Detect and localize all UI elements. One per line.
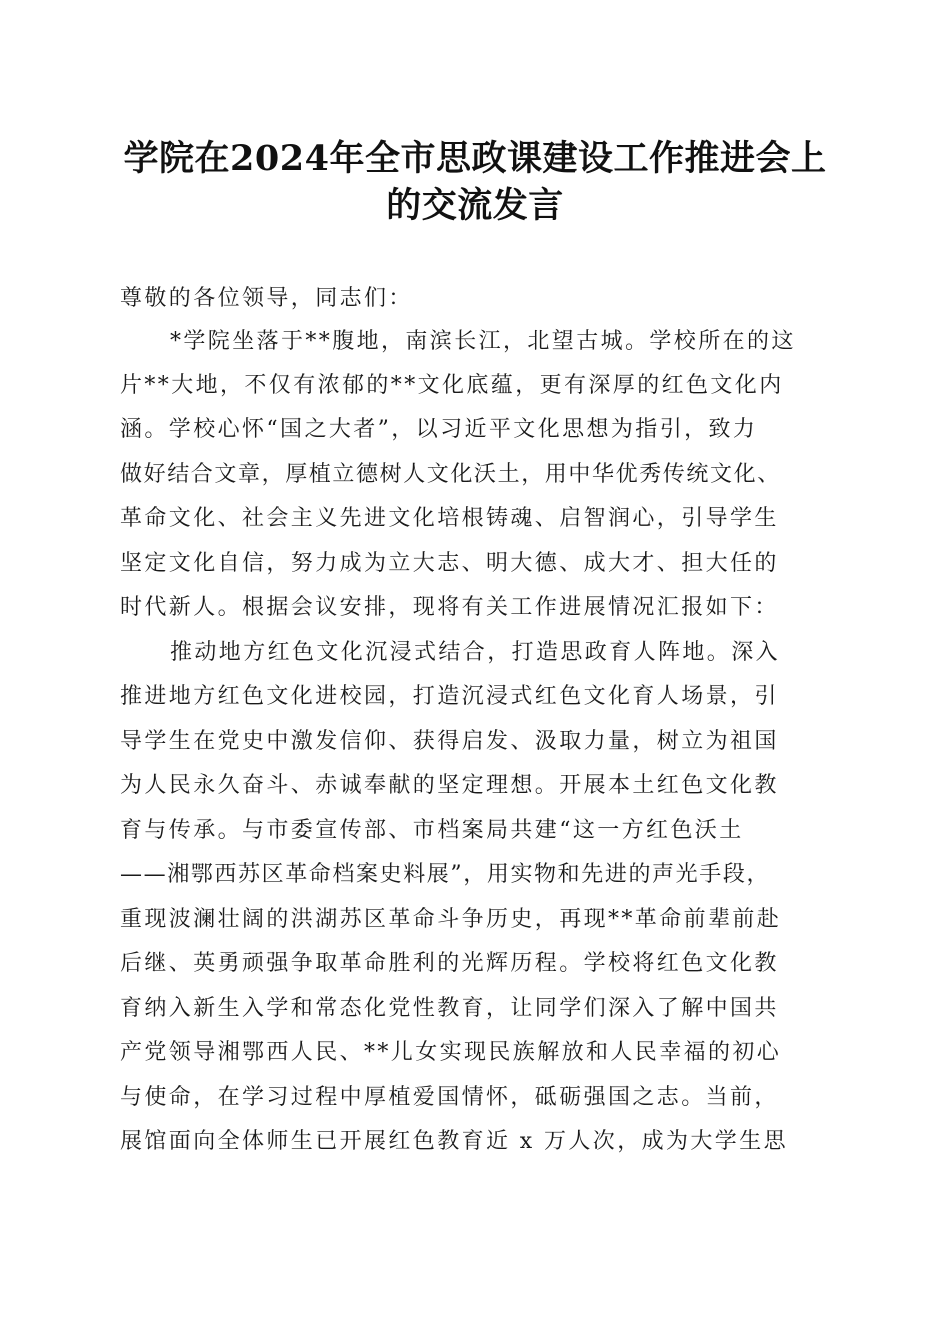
- paragraph-1-line: 做好结合文章，厚植立德树人文化沃土，用中华优秀传统文化、: [120, 462, 781, 487]
- paragraph-1-line: *学院坐落于**腹地，南滨长江，北望古城。学校所在的这: [170, 329, 796, 354]
- paragraph-2-line: 育与传承。与市委宣传部、市档案局共建“这一方红色沃土: [120, 818, 744, 843]
- paragraph-1-line: 涵。学校心怀“国之大者”，以习近平文化思想为指引，致力: [120, 417, 758, 442]
- paragraph-2-line: 为人民永久奋斗、赤诚奉献的坚定理想。开展本土红色文化教: [120, 773, 779, 798]
- salutation: 尊敬的各位领导，同志们：: [120, 286, 413, 311]
- paragraph-2-line: 导学生在党史中激发信仰、获得启发、汲取力量，树立为祖国: [120, 729, 779, 754]
- document-title-line-1: 学院在2024年全市思政课建设工作推进会上: [123, 138, 827, 179]
- paragraph-2-line: 重现波澜壮阔的洪湖苏区革命斗争历史，再现**革命前辈前赴: [120, 907, 782, 932]
- paragraph-2-line: 育纳入新生入学和常态化党性教育，让同学们深入了解中国共: [120, 996, 779, 1021]
- paragraph-1-line: 时代新人。根据会议安排，现将有关工作进展情况汇报如下：: [120, 595, 779, 620]
- paragraph-2-line: 与使命，在学习过程中厚植爱国情怀，砥砺强国之志。当前，: [120, 1085, 779, 1110]
- paragraph-1-line: 片**大地，不仅有浓郁的**文化底蕴，更有深厚的红色文化内: [120, 373, 784, 398]
- paragraph-2-line: 展馆面向全体师生已开展红色教育近 x 万人次，成为大学生思: [120, 1129, 788, 1154]
- paragraph-2-line: 产党领导湘鄂西人民、**儿女实现民族解放和人民幸福的初心: [120, 1040, 782, 1065]
- document-title-line-2: 的交流发言: [386, 185, 564, 226]
- paragraph-1-line: 坚定文化自信，努力成为立大志、明大德、成大才、担大任的: [120, 551, 779, 576]
- paragraph-2-line: 推动地方红色文化沉浸式结合，打造思政育人阵地。深入: [170, 640, 781, 665]
- paragraph-2-line: 推进地方红色文化进校园，打造沉浸式红色文化育人场景，引: [120, 684, 779, 709]
- paragraph-1-line: 革命文化、社会主义先进文化培根铸魂、启智润心，引导学生: [120, 506, 779, 531]
- paragraph-2-line: ——湘鄂西苏区革命档案史料展”，用实物和先进的声光手段，: [120, 862, 771, 887]
- paragraph-2-line: 后继、英勇顽强争取革命胜利的光辉历程。学校将红色文化教: [120, 951, 779, 976]
